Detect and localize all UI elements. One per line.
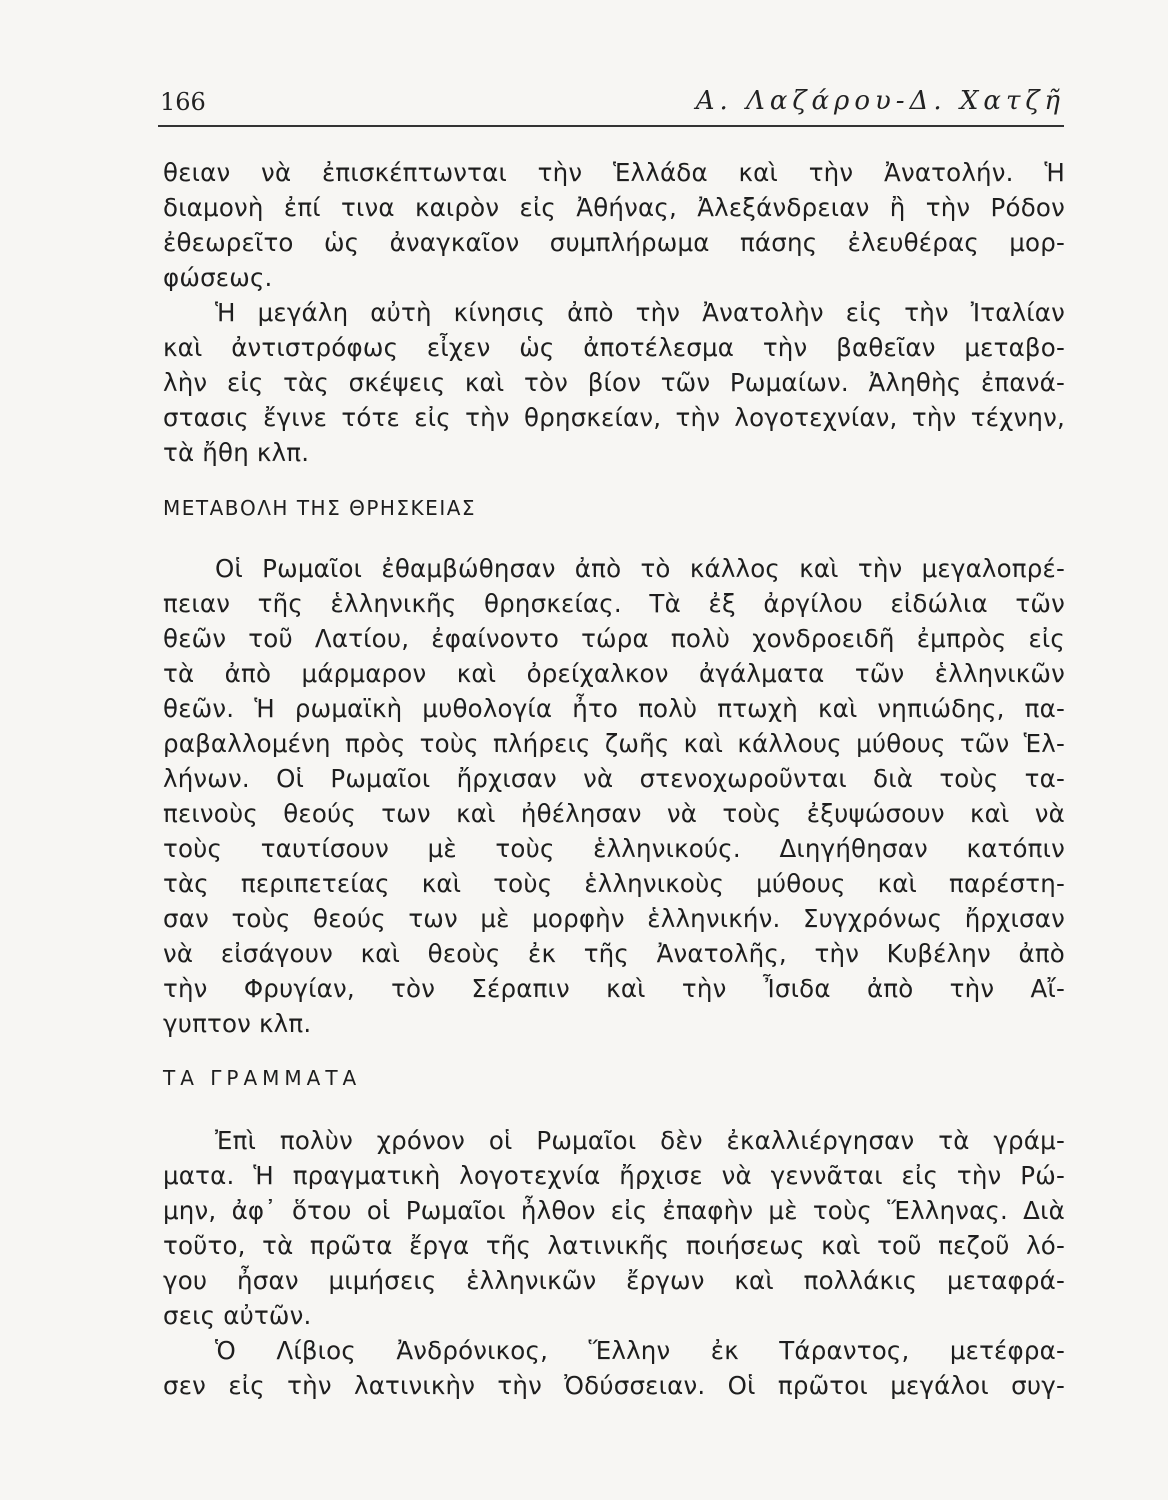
- text-line: ραβαλλομένη πρὸς τοὺς πλήρεις ζωῆς καὶ κάλλους μύθους τῶν Ἑλ-: [163, 729, 1065, 758]
- text-line: στασις ἔγινε τότε εἰς τὴν θρησκείαν, τὴν λογοτεχνίαν, τὴν τέχνην,: [163, 403, 1065, 432]
- text-line: ἐθεωρεῖτο ὡς ἀναγκαῖον συμπλήρωμα πάσης ἐλευθέρας μορ-: [163, 228, 1065, 257]
- text-line: Ὁ Λίβιος Ἀνδρόνικος, Ἕλλην ἐκ Τάραντος, μετέφρα-: [215, 1336, 1065, 1365]
- text-line: τὰ ἀπὸ μάρμαρον καὶ ὀρείχαλκον ἀγάλματα τῶν ἑλληνικῶν: [163, 659, 1065, 688]
- text-line: Ἐπὶ πολὺν χρόνον οἱ Ρωμαῖοι δὲν ἐκαλλιέργησαν τὰ γράμ-: [215, 1126, 1065, 1155]
- text-line: θεῶν τοῦ Λατίου, ἐφαίνοντο τώρα πολὺ χονδροειδῆ ἐμπρὸς εἰς: [163, 624, 1065, 653]
- page-number: 166: [160, 88, 206, 116]
- section-heading: ΜΕΤΑΒΟΛΗ ΤΗΣ ΘΡΗΣΚΕΙΑΣ: [163, 496, 477, 520]
- text-line: διαμονὴ ἐπί τινα καιρὸν εἰς Ἀθήνας, Ἀλεξάνδρειαν ἢ τὴν Ρόδον: [163, 193, 1065, 222]
- text-line: λὴν εἰς τὰς σκέψεις καὶ τὸν βίον τῶν Ρωμαίων. Ἀληθὴς ἐπανά-: [163, 368, 1065, 397]
- text-line: τὰ ἤθη κλπ.: [163, 438, 310, 467]
- text-line: γυπτον κλπ.: [163, 1009, 312, 1038]
- text-line: γου ἦσαν μιμήσεις ἑλληνικῶν ἔργων καὶ πολλάκις μεταφρά-: [163, 1266, 1065, 1295]
- text-line: τοὺς ταυτίσουν μὲ τοὺς ἑλληνικούς. Διηγήθησαν κατόπιν: [163, 834, 1065, 863]
- running-head: Α. Λαζάρου-Δ. Χατζῆ: [695, 86, 1065, 116]
- section-heading: ΤΑ ΓΡΑΜΜΑΤΑ: [163, 1066, 362, 1090]
- text-line: πεινοὺς θεούς των καὶ ἠθέλησαν νὰ τοὺς ἐξυψώσουν καὶ νὰ: [163, 799, 1065, 828]
- text-line: Οἱ Ρωμαῖοι ἐθαμβώθησαν ἀπὸ τὸ κάλλος καὶ τὴν μεγαλοπρέ-: [215, 554, 1065, 583]
- header-rule: [158, 125, 1064, 127]
- text-line: Ἡ μεγάλη αὐτὴ κίνησις ἀπὸ τὴν Ἀνατολὴν εἰς τὴν Ἰταλίαν: [215, 298, 1065, 327]
- text-line: ματα. Ἡ πραγματικὴ λογοτεχνία ἤρχισε νὰ γεννᾶται εἰς τὴν Ρώ-: [163, 1161, 1065, 1190]
- text-line: νὰ εἰσάγουν καὶ θεοὺς ἐκ τῆς Ἀνατολῆς, τὴν Κυβέλην ἀπὸ: [163, 939, 1065, 968]
- text-line: μην, ἀφ᾿ ὅτου οἱ Ρωμαῖοι ἦλθον εἰς ἐπαφὴν μὲ τοὺς Ἕλληνας. Διὰ: [163, 1196, 1065, 1225]
- text-line: φώσεως.: [163, 263, 273, 292]
- text-line: θεῶν. Ἡ ρωμαϊκὴ μυθολογία ἦτο πολὺ πτωχὴ καὶ νηπιώδης, πα-: [163, 694, 1065, 723]
- text-line: σεν εἰς τὴν λατινικὴν τὴν Ὀδύσσειαν. Οἱ πρῶτοι μεγάλοι συγ-: [163, 1371, 1065, 1400]
- text-line: σαν τοὺς θεούς των μὲ μορφὴν ἑλληνικήν. Συγχρόνως ἤρχισαν: [163, 904, 1065, 933]
- text-line: πειαν τῆς ἑλληνικῆς θρησκείας. Τὰ ἐξ ἀργίλου εἰδώλια τῶν: [163, 589, 1065, 618]
- text-line: τὰς περιπετείας καὶ τοὺς ἑλληνικοὺς μύθους καὶ παρέστη-: [163, 869, 1065, 898]
- text-line: θειαν νὰ ἐπισκέπτωνται τὴν Ἑλλάδα καὶ τὴν Ἀνατολήν. Ἡ: [163, 158, 1065, 187]
- text-line: σεις αὐτῶν.: [163, 1301, 312, 1330]
- page-header: [160, 78, 1065, 118]
- text-line: λήνων. Οἱ Ρωμαῖοι ἤρχισαν νὰ στενοχωροῦνται διὰ τοὺς τα-: [163, 764, 1065, 793]
- text-line: καὶ ἀντιστρόφως εἶχεν ὡς ἀποτέλεσμα τὴν βαθεῖαν μεταβο-: [163, 333, 1065, 362]
- text-line: τὴν Φρυγίαν, τὸν Σέραπιν καὶ τὴν Ἶσιδα ἀπὸ τὴν Αἴ-: [163, 974, 1065, 1003]
- text-line: τοῦτο, τὰ πρῶτα ἔργα τῆς λατινικῆς ποιήσεως καὶ τοῦ πεζοῦ λό-: [163, 1231, 1065, 1260]
